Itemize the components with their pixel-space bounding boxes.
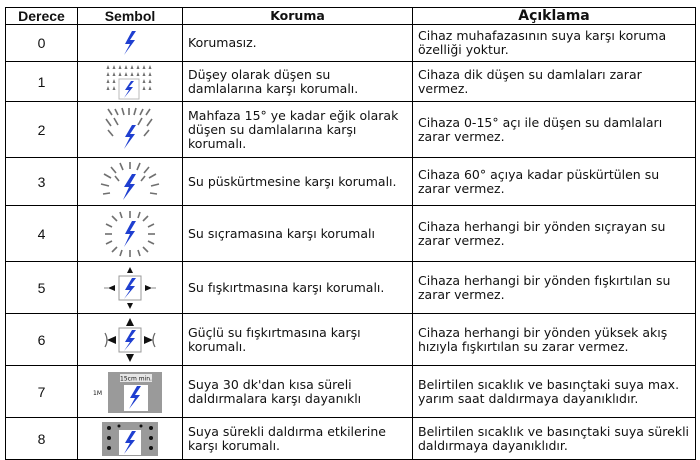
protection-cell: Mahfaza 15° ye kadar eğik olarak düşen su damlalarına karşı korumalı.	[183, 102, 413, 158]
immersion-side-label: 1M	[93, 389, 102, 397]
header-symbol: Sembol	[78, 8, 183, 25]
bolt-icon	[110, 27, 150, 59]
protection-cell: Suya 30 dk'dan kısa süreli daldırmalara karşı dayanıklı	[183, 366, 413, 418]
description-cell: Belirtilen sıcaklık ve basınçtaki suya sürekli daldırmaya dayanıklıdır.	[413, 418, 696, 460]
protection-cell: Su fışkırtmasına karşı korumalı.	[183, 262, 413, 314]
degree-cell: 0	[6, 25, 78, 62]
protection-cell: Düşey olarak düşen su damlalarına karşı korumalı.	[183, 62, 413, 102]
degree-cell: 6	[6, 314, 78, 366]
symbol-cell	[78, 314, 183, 366]
protection-cell: Korumasız.	[183, 25, 413, 62]
protection-cell: Su sıçramasına karşı korumalı	[183, 206, 413, 262]
description-cell: Cihaza dik düşen su damlaları zarar vermez.	[413, 62, 696, 102]
symbol-cell	[78, 25, 183, 62]
vertical-drops-bolt-icon	[102, 63, 158, 101]
table-row	[6, 25, 696, 62]
immersion-depth-label: 15cm min.	[120, 375, 152, 382]
symbol-cell	[78, 418, 183, 460]
description-cell: Cihaza herhangi bir yönden fışkırtılan su zarar vermez.	[413, 262, 696, 314]
degree-cell: 8	[6, 418, 78, 460]
jet-bolt-icon	[102, 265, 158, 311]
ip-protection-table	[5, 7, 696, 460]
table-row	[6, 158, 696, 206]
symbol-cell	[78, 206, 183, 262]
spray-bolt-icon	[98, 160, 162, 204]
immersion-bolt-icon	[90, 369, 170, 415]
header-description: Açıklama	[413, 8, 696, 25]
submersion-bolt-icon	[99, 420, 161, 458]
symbol-cell	[78, 62, 183, 102]
header-degree: Derece	[6, 8, 78, 25]
degree-cell: 4	[6, 206, 78, 262]
table-row	[6, 314, 696, 366]
description-cell: Cihaza herhangi bir yönden yüksek akış hızıyla fışkırtılan su zarar vermez.	[413, 314, 696, 366]
tilted-drops-bolt-icon	[100, 105, 160, 155]
description-cell: Belirtilen sıcaklık ve basınçtaki suya max. yarım saat daldırmaya dayanıklıdır.	[413, 366, 696, 418]
degree-cell: 1	[6, 62, 78, 102]
degree-cell: 3	[6, 158, 78, 206]
splash-bolt-icon	[102, 209, 158, 259]
table-row	[6, 206, 696, 262]
table-row	[6, 366, 696, 418]
symbol-cell	[78, 262, 183, 314]
symbol-cell	[78, 366, 183, 418]
header-protection: Koruma	[183, 8, 413, 25]
description-cell: Cihaza 0-15° açı ile düşen su damlaları zarar vermez.	[413, 102, 696, 158]
table-row	[6, 102, 696, 158]
degree-cell: 7	[6, 366, 78, 418]
protection-cell: Suya sürekli daldırma etkilerine karşı korumalı.	[183, 418, 413, 460]
table-row	[6, 418, 696, 460]
symbol-cell	[78, 158, 183, 206]
protection-cell: Su püskürtmesine karşı korumalı.	[183, 158, 413, 206]
degree-cell: 5	[6, 262, 78, 314]
description-cell: Cihaza herhangi bir yönden sıçrayan su zarar vermez.	[413, 206, 696, 262]
degree-cell: 2	[6, 102, 78, 158]
header-row	[6, 8, 696, 25]
description-cell: Cihaza 60° açıya kadar püskürtülen su zarar vermez.	[413, 158, 696, 206]
table-row	[6, 262, 696, 314]
symbol-cell	[78, 102, 183, 158]
protection-cell: Güçlü su fışkırtmasına karşı korumalı.	[183, 314, 413, 366]
description-cell: Cihaz muhafazasının suya karşı koruma özelliği yoktur.	[413, 25, 696, 62]
table-row	[6, 62, 696, 102]
strong-jet-bolt-icon	[102, 317, 158, 363]
